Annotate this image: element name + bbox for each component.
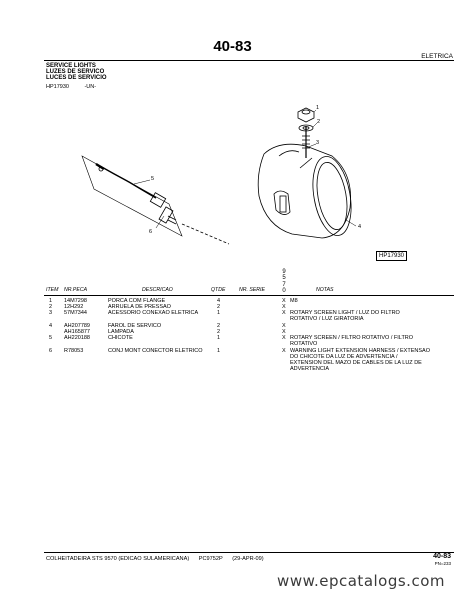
- row-description: ACESSORIO CONEXAO ELETRICA: [108, 310, 199, 316]
- row-mark: X: [282, 329, 286, 335]
- row-quantity: 2: [217, 323, 221, 329]
- row-mark: X: [282, 304, 286, 310]
- callout-5: 5: [151, 176, 155, 182]
- header-item: ITEM: [46, 287, 59, 293]
- row-description: CHICOTE: [108, 335, 133, 341]
- row-note: EXTENSION DEL MAZO DE CABLES DE LA LUZ DE: [290, 360, 422, 366]
- row-part: AH207789: [64, 323, 90, 329]
- row-item: 2: [49, 304, 53, 310]
- row-note: ROTARY SCREEN LIGHT / LUZ DO FILTRO: [290, 310, 400, 316]
- title-english: SERVICE LIGHTS: [46, 63, 96, 69]
- row-quantity: 1: [217, 310, 221, 316]
- header-notes: NOTAS: [316, 287, 334, 293]
- serial-number-column: [281, 269, 287, 295]
- harness-diagram: [82, 156, 229, 244]
- footer-code: PN=233: [434, 561, 451, 566]
- row-part: AH165877: [64, 329, 90, 335]
- section-name: ELETRICA: [421, 53, 453, 60]
- header-serial: NR. SERIE: [239, 287, 265, 293]
- row-note: ROTARY SCREEN / FILTRO ROTATIVO / FILTRO: [290, 335, 414, 341]
- callout-4: 4: [358, 224, 362, 230]
- watermark: www.epcatalogs.com: [277, 572, 445, 590]
- illustration-label: HP17930: [376, 251, 407, 261]
- exploded-view-illustration: [44, 96, 454, 266]
- header-part: NR.PECA: [64, 287, 88, 293]
- row-mark: X: [282, 310, 286, 316]
- footer-page-number: 40-83: [433, 553, 451, 560]
- row-mark: X: [282, 348, 286, 354]
- row-description: LAMPADA: [108, 329, 134, 335]
- header-description: DESCRICAO: [142, 287, 173, 293]
- footer-catalog: PC9752P: [198, 556, 223, 562]
- row-item: 4: [49, 323, 53, 329]
- title-spanish: LUCES DE SERVICIO: [46, 75, 107, 81]
- row-item: 3: [49, 310, 53, 316]
- row-item: 1: [49, 298, 53, 304]
- callout-6: 6: [149, 229, 153, 235]
- row-note: ROTATIVO / LUZ GIRATORIA: [290, 316, 364, 322]
- row-mark: X: [282, 298, 286, 304]
- page-number: 40-83: [213, 38, 252, 55]
- row-note: ROTATIVO: [290, 341, 318, 347]
- serial-digit: 7: [282, 281, 286, 288]
- row-description: FAROL DE SERVICO: [108, 323, 162, 329]
- header-quantity: QTDE: [211, 287, 226, 293]
- row-mark: X: [282, 323, 286, 329]
- serial-digit: 5: [282, 275, 286, 282]
- row-quantity: 4: [217, 298, 221, 304]
- row-description: ARRUELA DE PRESSAO: [108, 304, 171, 310]
- callout-2: 2: [317, 119, 321, 125]
- serial-digit: 0: [282, 288, 286, 295]
- callout-3: 3: [316, 140, 320, 146]
- footer-machine: COLHEITADEIRA STS 9570 (EDICAO SULAMERICANA): [46, 556, 190, 562]
- reference-number: HP17930: [46, 84, 69, 90]
- row-note: DO CHICOTE DA LUZ DE ADVERTENCIA /: [290, 354, 398, 360]
- reference-code: [46, 84, 96, 90]
- row-part: 57M7344: [64, 310, 87, 316]
- footer-date: (29-APR-09): [232, 556, 264, 562]
- row-note: M8: [290, 298, 298, 304]
- row-note: ADVERTENCIA: [290, 366, 330, 372]
- row-quantity: 1: [217, 348, 221, 354]
- row-item: 6: [49, 348, 53, 354]
- callout-leaders: [134, 110, 356, 228]
- service-light-drawing: [258, 126, 356, 239]
- row-part: R78053: [64, 348, 84, 354]
- footer-divider: [44, 552, 454, 553]
- row-item: 5: [49, 335, 53, 341]
- callout-1: 1: [316, 105, 320, 111]
- row-description: PORCA COM FLANGE: [108, 298, 166, 304]
- row-quantity: 1: [217, 335, 221, 341]
- reference-suffix: -UN-: [84, 84, 97, 90]
- row-quantity: 2: [217, 329, 221, 335]
- row-description: CONJ MONT CONECTOR ELETRICO: [108, 348, 203, 354]
- title-portuguese: LUZES DE SERVICO: [46, 69, 105, 75]
- row-part: AH220188: [64, 335, 90, 341]
- row-part: 12H292: [64, 304, 84, 310]
- header-divider: [44, 60, 454, 61]
- row-quantity: 2: [217, 304, 221, 310]
- row-part: 14M7298: [64, 298, 87, 304]
- footer-info: [46, 556, 264, 562]
- row-mark: X: [282, 335, 286, 341]
- row-note: WARNING LIGHT EXTENSION HARNESS / EXTENSAO: [290, 348, 430, 354]
- table-header-divider: [44, 295, 454, 296]
- serial-digit: 9: [282, 269, 286, 275]
